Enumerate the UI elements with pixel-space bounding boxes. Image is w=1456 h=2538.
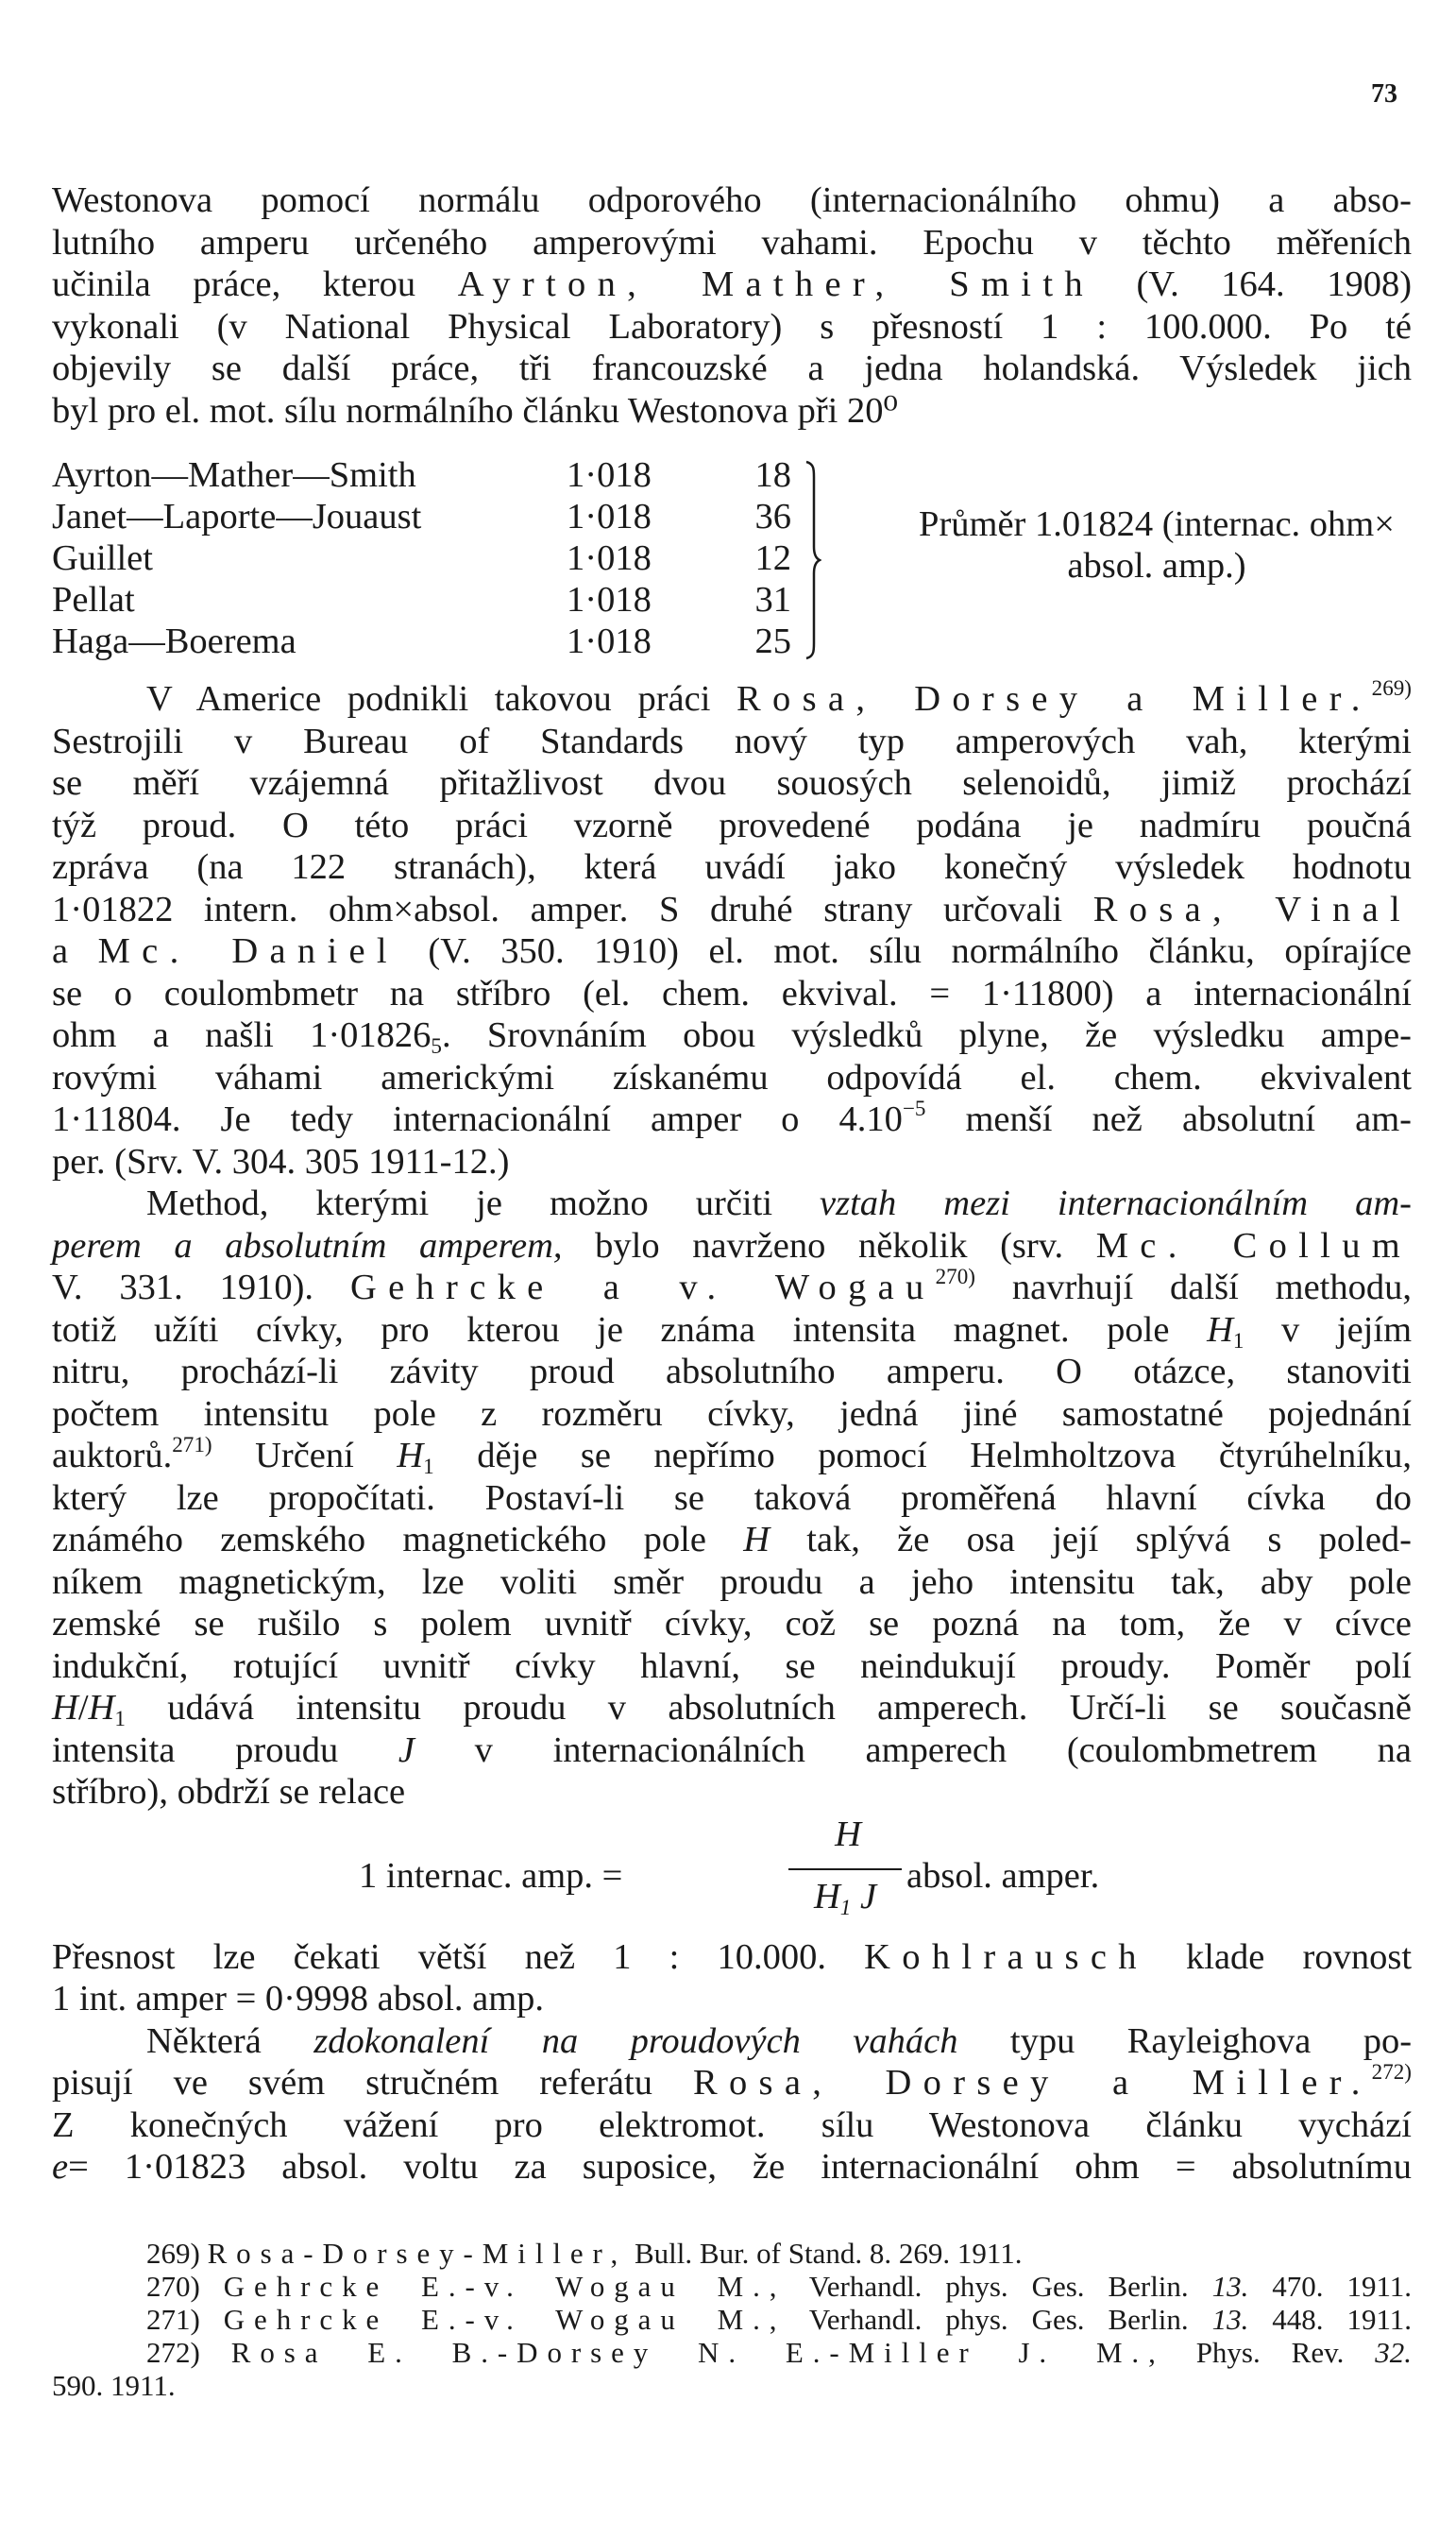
footnote-label: 270)	[146, 2270, 200, 2303]
text-line: lutního amperu určeného amperovými vahami. Epochu v těchto měřeních	[52, 222, 1412, 263]
text-run: děje se nepřímo pomocí Helmholtzova čtyrúhelníku,	[477, 1436, 1413, 1475]
text-line	[52, 1309, 1412, 1352]
equation-rhs: absol. amper.	[906, 1855, 1100, 1896]
paragraph-1	[52, 179, 1412, 432]
math-symbol: H	[813, 1876, 840, 1916]
math-symbol: H	[1207, 1309, 1233, 1350]
author-cell: Janet—Laporte—Jouaust	[52, 497, 422, 537]
footnote-label: 269)	[146, 2237, 200, 2270]
text-run: udává intensitu proudu v absolutních amperech. Určí-li se současně	[167, 1688, 1413, 1728]
footnote	[52, 2303, 1412, 2336]
text-line: zemské se rušilo s polem uvnitř cívky, což se pozná na tom, že v cívce	[52, 1604, 1412, 1644]
footnote	[52, 2270, 1412, 2303]
author-names: Rosa, Vinal	[1092, 889, 1413, 929]
body-text	[52, 179, 1412, 2189]
author-names: Gehrcke a v. Wogau	[349, 1268, 936, 1307]
fraction-denominator	[788, 1876, 902, 1918]
footnote-ref: 272)	[1371, 2058, 1412, 2084]
text-run: Určení	[255, 1436, 354, 1475]
footnote-author: Gehrcke E.-v. Wogau M.,	[223, 2270, 787, 2303]
value-cell: 1·018	[567, 622, 652, 661]
text-line: Sestrojili v Bureau of Standards nový typ amperových vah, kterými	[52, 721, 1412, 761]
footnote	[52, 2237, 1412, 2270]
paragraph-2	[52, 674, 1413, 1183]
math-symbol: J	[859, 1876, 877, 1916]
footnote-label: 271)	[146, 2303, 200, 2336]
footnote-text: Phys. Rev.	[1195, 2336, 1345, 2369]
text-run: auktorů.	[52, 1436, 173, 1475]
subscript: 1	[423, 1453, 434, 1478]
text-line	[52, 2146, 1412, 2189]
text-line: který lze propočítati. Postaví-li se taková proměřená hlavní cívka do	[52, 1477, 1412, 1518]
text-line	[52, 1263, 1413, 1309]
math-symbol: H	[743, 1520, 770, 1559]
text-line: týž proud. O této práci vzorně provedené podána je nadmíru poučná	[52, 805, 1412, 845]
text-line: Z konečných vážení pro elektromot. sílu Westonova článku vychází	[52, 2104, 1412, 2145]
text-line	[52, 1519, 1412, 1561]
math-symbol: /	[77, 1688, 89, 1728]
text-run: typu Rayleighova po-	[1009, 2020, 1413, 2061]
footnote-text: Verhandl. phys. Ges. Berlin.	[808, 2270, 1189, 2303]
author-names: Kohlrausch	[864, 1936, 1148, 1977]
digits-cell: 31	[754, 580, 791, 620]
text-line	[52, 2020, 1412, 2063]
text-line: indukční, rotující uvnitř cívky hlavní, se neindukují proudy. Poměr polí	[52, 1645, 1412, 1686]
text-run: totiž užíti cívky, pro kterou je známa intensita magnet. pole	[52, 1309, 1170, 1350]
average-note-line: absol. amp.)	[1067, 546, 1246, 586]
value-cell: 1·018	[567, 580, 652, 620]
text-run: V Americe podnikli takovou práci	[146, 679, 711, 719]
footnote-text: 448. 1911.	[1272, 2303, 1413, 2336]
text-run: 1·11804. Je tedy internacionální amper o 4.10	[52, 1099, 903, 1139]
text-run: navrhují další methodu,	[1011, 1268, 1413, 1307]
text-line: 1 int. amper = 0·9998 absol. amp.	[52, 1979, 545, 2018]
footnote-volume: 13.	[1211, 2270, 1249, 2303]
text-line: stříbro), obdrží se relace	[52, 1772, 406, 1812]
text-run: a	[52, 931, 69, 971]
text-line	[52, 2058, 1412, 2104]
display-equation	[52, 1814, 1412, 1936]
text-line: se měří vzájemná přitažlivost dvou souosých selenoidů, jimiž prochází	[52, 763, 1412, 803]
author-cell: Guillet	[52, 538, 153, 578]
text-run: . Srovnáním obou výsledků plyne, že výsledku ampe-	[441, 1015, 1412, 1055]
footnote-ref: 270)	[935, 1263, 975, 1288]
text-line	[52, 1014, 1412, 1057]
author-cell: Haga—Boerema	[52, 622, 296, 661]
value-cell: 1·018	[567, 538, 652, 578]
author-names: Rosa, Dorsey a Miller.	[692, 2063, 1372, 2103]
paragraph-5	[52, 2020, 1412, 2189]
text-line	[52, 1095, 1412, 1141]
footnote-author: Rosa-Dorsey-Miller,	[207, 2237, 628, 2270]
subscript: 1	[839, 1894, 852, 1919]
author-cell: Pellat	[52, 580, 135, 620]
digits-cell: 36	[754, 497, 791, 537]
equation-lhs: 1 internac. amp. =	[359, 1855, 623, 1896]
text-line: nitru, prochází-li závity proud absolutního amperu. O otázce, stanoviti	[52, 1352, 1412, 1391]
subscript: 1	[114, 1705, 126, 1730]
text-line: počtem intensitu pole z rozměru cívky, jedná jiné samostatné pojednání	[52, 1393, 1412, 1434]
text-line	[52, 1225, 1412, 1268]
exponent: −5	[902, 1095, 926, 1120]
footnote-author: Gehrcke E.-v. Wogau M.,	[223, 2303, 787, 2336]
text-run: pisují ve svém stručném referátu	[52, 2063, 652, 2103]
digits-cell: 25	[754, 622, 791, 661]
results-table	[52, 454, 1412, 667]
text-run: (V. 350. 1910) el. mot. sílu normálního článku, opírajíce	[428, 931, 1412, 971]
author-cell: Ayrton—Mather—Smith	[52, 455, 416, 495]
text-run: Method, kterými je možno určiti	[146, 1184, 773, 1223]
emphasis: perem a absolutním amperem,	[52, 1225, 563, 1266]
author-names: Mc. Daniel	[97, 931, 398, 971]
value-cell: 1·018	[567, 497, 652, 537]
footnote-text: 470. 1911.	[1272, 2270, 1413, 2303]
text-run: klade rovnost	[1186, 1936, 1413, 1977]
paragraph-4	[52, 1936, 1412, 2020]
text-run: Přesnost lze čekati větší než 1 : 10.000.	[52, 1936, 826, 1977]
text-line	[52, 1687, 1412, 1729]
average-note-line: Průměr 1.01824 (internac. ohm×	[919, 504, 1395, 544]
text-run: tak, že osa její splývá s poled-	[806, 1520, 1413, 1559]
fraction-numerator: H	[835, 1814, 861, 1854]
footnote-ref: 271)	[172, 1431, 212, 1456]
math-symbol: J	[398, 1729, 415, 1770]
author-names: Ayrton, Mather, Smith	[457, 264, 1094, 304]
footnote	[52, 2336, 1412, 2369]
text-run: bylo navrženo několik (srv.	[595, 1225, 1064, 1266]
text-run: = 1·01823 absol. voltu za suposice, že internacionální ohm = absolutnímu	[68, 2147, 1412, 2187]
footnote-label: 272)	[146, 2336, 200, 2369]
text-run: známého zemského magnetického pole	[52, 1520, 706, 1559]
text-line: vykonali (v National Physical Laboratory) s přesností 1 : 100.000. Po té	[52, 306, 1412, 347]
text-run: menší než absolutní am-	[965, 1099, 1412, 1139]
text-line	[52, 264, 1412, 306]
emphasis: zdokonalení na proudových vahách	[313, 2020, 958, 2061]
page-number: 73	[1371, 79, 1397, 109]
text-line	[52, 1729, 1412, 1772]
subscript: 1	[1232, 1327, 1244, 1353]
text-line: byl pro el. mot. sílu normálního článku Westonova při 20⁰	[52, 390, 898, 431]
math-symbol: H	[397, 1436, 424, 1475]
text-line	[52, 1936, 1412, 1979]
text-run: učinila práce, kterou	[52, 264, 416, 304]
author-names: Mc. Collum	[1095, 1225, 1413, 1266]
text-line	[52, 889, 1412, 931]
digits-cell: 12	[754, 538, 791, 578]
footnote-volume: 13.	[1211, 2303, 1249, 2336]
paragraph-3	[52, 1183, 1412, 1814]
math-symbol: H	[88, 1688, 115, 1728]
text-line	[52, 674, 1412, 721]
text-line: se o coulombmetr na stříbro (el. chem. ekvival. = 1·11800) a internacionální	[52, 973, 1412, 1013]
math-symbol: H	[52, 1688, 78, 1728]
subscript: 5	[431, 1032, 442, 1058]
footnote-author: Rosa E. B.-Dorsey N. E.-Miller J. M.,	[230, 2336, 1165, 2369]
footnotes	[52, 2237, 1412, 2402]
text-run: v jejím	[1281, 1309, 1413, 1350]
author-names: Rosa, Dorsey a Miller.	[736, 679, 1372, 719]
text-line	[52, 1183, 1412, 1225]
footnote-continuation: 590. 1911.	[52, 2369, 176, 2402]
text-line: zpráva (na 122 stranách), která uvádí jako konečný výsledek hodnotu	[52, 847, 1412, 887]
text-run: V. 331. 1910).	[52, 1268, 314, 1307]
text-line: Westonova pomocí normálu odporového (internacionálního ohmu) a abso-	[52, 180, 1412, 220]
text-run: 1·01822 intern. ohm×absol. amper. S druhé strany určovali	[52, 889, 1063, 929]
text-run: ohm a našli 1·01826	[52, 1015, 432, 1055]
footnote-ref: 269)	[1371, 674, 1412, 700]
text-run: intensita proudu	[52, 1729, 339, 1770]
text-line	[52, 1431, 1413, 1478]
citation: (V. 164. 1908)	[1136, 264, 1413, 304]
text-run: Některá	[146, 2020, 262, 2061]
text-line	[52, 930, 1412, 973]
text-line: objevily se další práce, tři francouzské a jedna holandská. Výsledek jich	[52, 349, 1412, 388]
average-note	[855, 503, 1456, 587]
curly-brace-icon	[804, 460, 821, 660]
footnote-volume: 32.	[1375, 2336, 1413, 2369]
text-line: per. (Srv. V. 304. 305 1911-12.)	[52, 1141, 510, 1182]
fraction-bar	[788, 1868, 902, 1870]
footnote-text: Verhandl. phys. Ges. Berlin.	[808, 2303, 1189, 2336]
footnote-text: Bull. Bur. of Stand. 8. 269. 1911.	[634, 2237, 1023, 2270]
digits-cell: 18	[754, 455, 791, 495]
value-cell: 1·018	[567, 455, 652, 495]
text-line: níkem magnetickým, lze voliti směr proudu a jeho intensitu tak, aby pole	[52, 1561, 1412, 1602]
text-run: v internacionálních amperech (coulombmetrem na	[474, 1729, 1412, 1770]
text-line: rovými váhami americkými získanému odpovídá el. chem. ekvivalent	[52, 1057, 1412, 1098]
math-symbol: e	[52, 2147, 69, 2187]
emphasis: vztah mezi internacionálním am-	[820, 1184, 1412, 1223]
